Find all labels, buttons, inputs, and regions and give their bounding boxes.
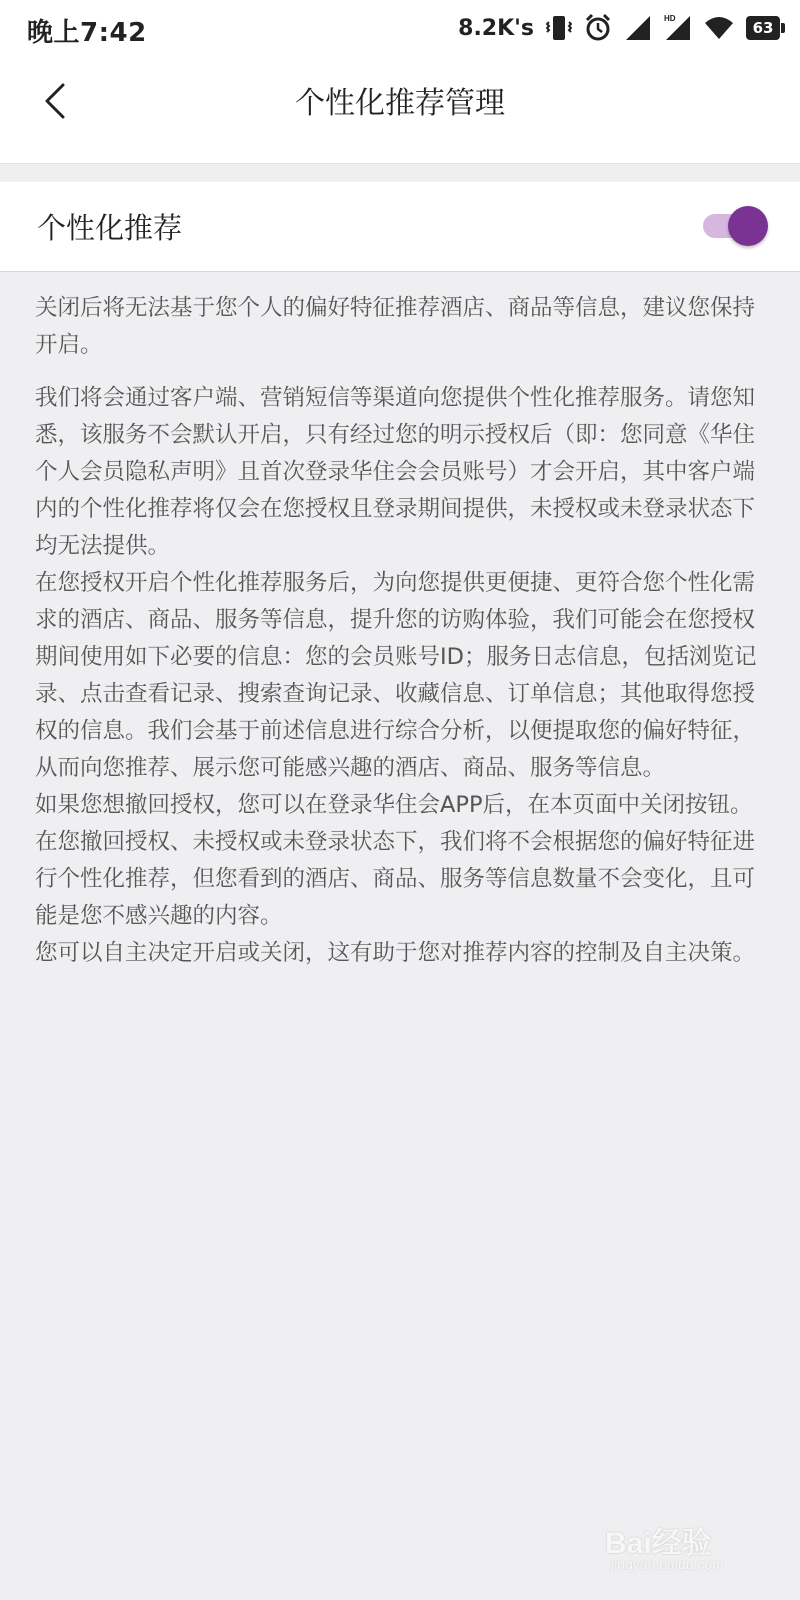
nav-bar <box>0 56 800 151</box>
description-paragraph: 我们将会通过客户端、营销短信等渠道向您提供个性化推荐服务。请您知悉，该服务不会默认开启，只有经过您的明示授权后（即：您同意《华住个人会员隐私声明》且首次登录华住会会员账号）才会开启，其中客户端内的个性化推荐将仅会在您授权且登录期间提供，未授权或未登录状态下均无法提供。 <box>35 385 756 559</box>
page-title: 个性化推荐管理 <box>295 86 505 121</box>
battery-icon: 63 <box>746 16 780 40</box>
description-paragraph: 在您授权开启个性化推荐服务后，为向您提供更便捷、更符合您个性化需求的酒店、商品、服务等信息，提升您的访购体验，我们可能会在您授权期间使用如下必要的信息：您的会员账号ID；服务日志信息，包括浏览记录、点击查看记录、搜索查询记录、收藏信息、订单信息；其他取得您授权的信息。我们会基于前述信息进行综合分析，以便提取您的偏好特征，从而向您推荐、展示您可能感兴趣的酒店、商品、服务等信息。 <box>35 570 757 781</box>
personalized-recommendation-toggle[interactable] <box>703 204 769 248</box>
hd-signal-icon <box>664 13 692 43</box>
status-icons <box>458 10 780 46</box>
description-intro: 关闭后将无法基于您个人的偏好特征推荐酒店、商品等信息，建议您保持开启。 <box>35 295 756 358</box>
top-panel <box>0 0 800 164</box>
description-paragraph: 您可以自主决定开启或关闭，这有助于您对推荐内容的控制及自主决策。 <box>35 940 756 966</box>
status-bar <box>0 0 800 56</box>
setting-label: 个性化推荐 <box>37 211 183 245</box>
description-paragraph: 如果您想撤回授权，您可以在登录华住会APP后，在本页面中关闭按钮。在您撤回授权、未授权或未登录状态下，我们将不会根据您的偏好特征进行个性化推荐，但您看到的酒店、商品、服务等信息数量不会变化，且可能是您不感兴趣的内容。 <box>35 792 756 929</box>
toggle-knob <box>728 206 768 246</box>
svg-text:HD: HD <box>664 14 676 23</box>
status-time: 晚上7:42 <box>27 18 147 48</box>
baidu-jingyan-watermark <box>605 1508 755 1578</box>
watermark-logo: Bai经验 <box>605 1527 712 1560</box>
vibrate-icon <box>546 13 572 43</box>
wifi-icon <box>704 13 734 43</box>
network-speed: 8.2K's <box>458 15 534 41</box>
alarm-icon <box>584 13 612 43</box>
watermark-url: jingyan.baidu.com <box>611 1556 724 1572</box>
cellular-signal-icon <box>624 13 652 43</box>
personalized-recommendation-row <box>0 182 800 272</box>
description <box>35 290 765 972</box>
